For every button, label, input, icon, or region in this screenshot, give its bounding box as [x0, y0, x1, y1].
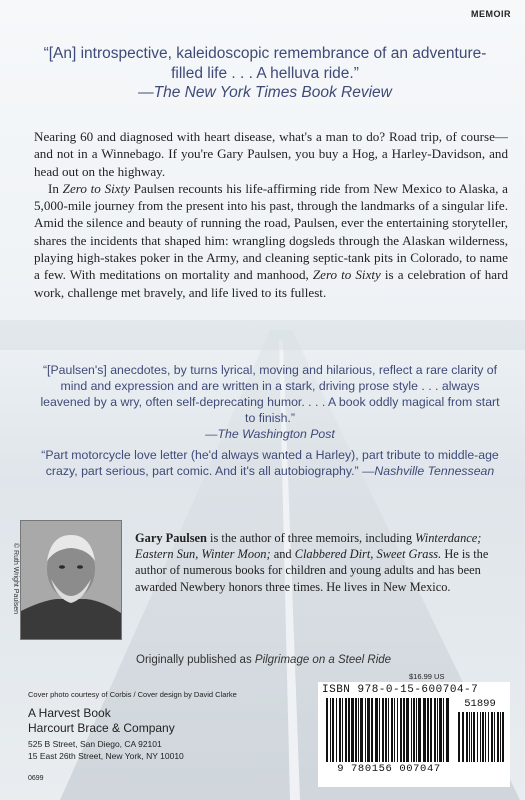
barcode-bar [332, 698, 334, 762]
barcode-addon-bar [473, 712, 475, 762]
book-description [34, 128, 508, 301]
barcode-bar [437, 698, 438, 762]
barcode-bar [355, 698, 357, 762]
barcode-addon-bar [466, 712, 468, 762]
photo-credit: © Ruth Wright Paulsen [12, 542, 20, 615]
barcode-bar [391, 698, 393, 762]
barcode-bar [382, 698, 384, 762]
barcode-bar [385, 698, 387, 762]
barcode-bar [365, 698, 366, 762]
barcode-addon-bar [462, 712, 464, 762]
barcode-addon-bar [497, 712, 499, 762]
book-title: Zero to Sixty [312, 267, 381, 283]
blurb-source: —The Washington Post [205, 427, 335, 441]
description-paragraph-2: In Zero to Sixty Paulsen recounts his life-affirming ride from New Mexico to Alaska, a 5,000-mile journey from the present into his past, through the landmarks of a singular life. Amid the silence and beauty of running the road, Paulsen, ever the entertaining storyteller, shares the incidents that shaped him: wrangling dogsleds through the Alaskan wilderness, playing high-stakes poker in the Army, and cleaning septic-tank pits in Colorado, to name a few. With meditations on mortality and manhood, Zero to Sixty is a celebration of hard work, challenge met bravely, and life lived to its fullest. [34, 180, 509, 300]
price: $16.99 US [409, 672, 445, 681]
top-quote-source: —The New York Times Book Review [138, 84, 392, 101]
barcode-bar [394, 698, 395, 762]
barcode-addon-bar [482, 712, 484, 762]
barcode-bar [326, 698, 328, 762]
barcode-bar [345, 698, 347, 762]
barcode-bar [413, 698, 415, 762]
publisher-name: A Harvest Book Harcourt Brace & Company [28, 706, 175, 735]
barcode-addon-bar [471, 712, 472, 762]
barcode-addon-bar [480, 712, 481, 762]
barcode-bar [406, 698, 409, 762]
barcode-bar [388, 698, 389, 762]
barcode-bar [371, 698, 373, 762]
catalog-code: 0699 [28, 775, 44, 782]
barcode-bar [427, 698, 429, 762]
barcode-addon-bar [485, 712, 486, 762]
blurb-washington-post: “[Paulsen's] anecdotes, by turns lyrical, moving and hilarious, reflect a rare clarity of mind and expression and are written in a stark, driving prose style . . . always leavened by a wry, often self-deprecating humor. . . . A book oddly magical from start to finish.” —The Washington Post [40, 363, 500, 441]
barcode-bar [360, 698, 363, 762]
barcode-bar [379, 698, 380, 762]
barcode-number: 9 780156 007047 [337, 763, 441, 775]
barcode-bar [330, 698, 331, 762]
barcode-addon-bar [491, 712, 493, 762]
barcode-bar [446, 698, 449, 762]
barcode-bar [434, 698, 436, 762]
top-review-quote [30, 44, 500, 103]
blurb-nashville-tennessean: “Part motorcycle love letter (he'd always wanted a Harley), part tribute to middle-age crazy, part serious, part comic. And it's all autobiography.” —Nashville Tennessean [41, 448, 499, 478]
barcode-bar [351, 698, 354, 762]
barcode-addon-bar [469, 712, 470, 762]
barcode-bar [336, 698, 337, 762]
barcode-addon-number: 51899 [464, 698, 496, 710]
barcode-addon-bar [502, 712, 504, 762]
book-title: Zero to Sixty [62, 180, 131, 196]
barcode-addon-bar [458, 712, 460, 762]
barcode-addon-bar [488, 712, 489, 762]
barcode-bar [367, 698, 370, 762]
cover-credit: Cover photo courtesy of Corbis / Cover design by David Clarke [28, 690, 237, 699]
category-label: MEMOIR [471, 9, 511, 19]
barcode-bar [439, 698, 442, 762]
barcode-bar [342, 698, 343, 762]
barcode-bar [418, 698, 421, 762]
barcode-bar [423, 698, 426, 762]
author-photo [20, 520, 122, 640]
description-paragraph-1: Nearing 60 and diagnosed with heart disease, what's a man to do? Road trip, of course—and not in a Winnebago. If you're Gary Paulsen, you buy a Hog, a Harley-Davidson, and head out on the highway. [34, 129, 508, 179]
publisher-address: 525 B Street, San Diego, CA 92101 15 East 26th Street, New York, NY 10010 [28, 739, 184, 761]
barcode-bar [400, 698, 402, 762]
barcode-bar [403, 698, 405, 762]
author-name: Gary Paulsen [135, 531, 207, 545]
barcode-bar [375, 698, 378, 762]
barcode-bar [348, 698, 350, 762]
barcode-bar [430, 698, 432, 762]
barcode-bar [443, 698, 444, 762]
original-title-note: Originally published as Pilgrimage on a Steel Ride [136, 654, 392, 666]
barcode-addon-bar [500, 712, 501, 762]
barcode-bar [339, 698, 341, 762]
barcode-bar [411, 698, 412, 762]
barcode-bar [397, 698, 398, 762]
barcode-addon-bar [494, 712, 495, 762]
top-quote-text: “[An] introspective, kaleidoscopic remembrance of an adventure-filled life . . . A helluva ride.” [43, 45, 487, 82]
isbn: ISBN 978-0-15-600704-7 [322, 684, 479, 696]
author-bio: Gary Paulsen is the author of three memoirs, including Winterdance; Eastern Sun, Winter Moon; and Clabbered Dirt, Sweet Grass. He is the author of numerous books for children and young adults and has been awarded Newbery honors three times. He lives in New Mexico. [135, 531, 489, 594]
barcode-bar [358, 698, 359, 762]
blurb-source: —Nashville Tennessean [362, 464, 495, 478]
barcode-addon-bar [477, 712, 478, 762]
barcode-bar [416, 698, 417, 762]
